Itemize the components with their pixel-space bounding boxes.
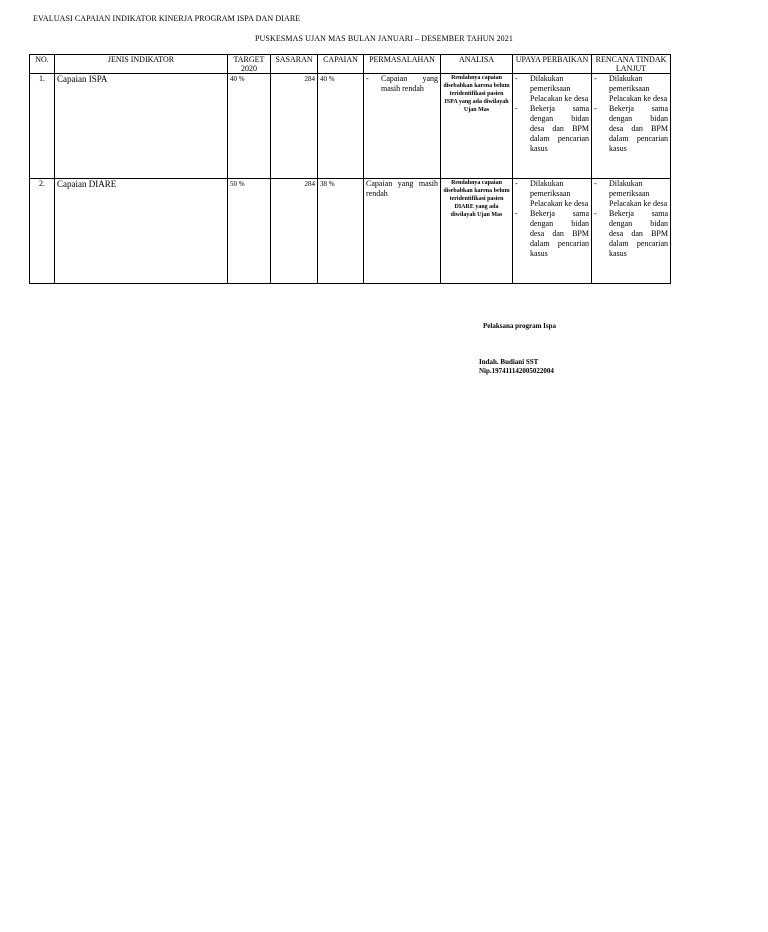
list-item: - Dilakukan pemeriksaan Pelacakan ke desa xyxy=(515,179,589,209)
cell-permasalahan: Capaian yang masih rendah xyxy=(364,179,441,284)
col-header-indikator: JENIS INDIKATOR xyxy=(55,55,228,74)
table-header-row xyxy=(30,55,671,74)
list-item: - Dilakukan pemeriksaan Pelacakan ke desa xyxy=(594,74,668,104)
cell-upaya xyxy=(513,179,592,284)
cell-analisa: Rendahnya capaian disebabkan karena belum teridentifikasi pasien DIARE yang ada diwilayah Ujan Mas xyxy=(441,179,513,284)
col-header-sasaran: SASARAN xyxy=(271,55,318,74)
cell-target: 50 % xyxy=(228,179,271,284)
list-item: - Bekerja sama dengan bidan desa dan BPM dalam pencarian kasus xyxy=(515,209,589,259)
col-header-no: NO. xyxy=(30,55,55,74)
cell-permasalahan xyxy=(364,74,441,179)
document-subtitle: PUSKESMAS UJAN MAS BULAN JANUARI – DESEMBER TAHUN 2021 xyxy=(255,34,513,43)
cell-capaian: 38 % xyxy=(318,179,364,284)
document-title: EVALUASI CAPAIAN INDIKATOR KINERJA PROGRAM ISPA DAN DIARE xyxy=(33,14,301,23)
table-row xyxy=(30,74,671,179)
signature-nip: Nip.197411142005022004 xyxy=(479,367,554,375)
list-item: - Bekerja sama dengan bidan desa dan BPM dalam pencarian kasus xyxy=(515,104,589,154)
col-header-permasalahan: PERMASALAHAN xyxy=(364,55,441,74)
cell-indikator: Capaian DIARE xyxy=(55,179,228,284)
list-item: - Bekerja sama dengan bidan desa dan BPM dalam pencarian kasus xyxy=(594,209,668,259)
evaluation-table xyxy=(29,54,671,284)
cell-no: 2. xyxy=(30,179,55,284)
cell-upaya xyxy=(513,74,592,179)
cell-indikator: Capaian ISPA xyxy=(55,74,228,179)
list-item: - Dilakukan pemeriksaan Pelacakan ke desa xyxy=(594,179,668,209)
cell-rencana xyxy=(592,179,671,284)
signature-role: Pelaksana program Ispa xyxy=(483,322,556,330)
cell-rencana xyxy=(592,74,671,179)
signature-name: Indah. Budiani SST xyxy=(479,358,539,366)
cell-no: 1. xyxy=(30,74,55,179)
list-item: - Dilakukan pemeriksaan Pelacakan ke desa xyxy=(515,74,589,104)
cell-capaian: 40 % xyxy=(318,74,364,179)
col-header-upaya: UPAYA PERBAIKAN xyxy=(513,55,592,74)
list-item: - Capaian yang masih rendah xyxy=(366,74,438,94)
cell-sasaran: 284 xyxy=(271,74,318,179)
col-header-analisa: ANALISA xyxy=(441,55,513,74)
table-row xyxy=(30,179,671,284)
cell-analisa: Rendahnya capaian disebabkan karena belum teridentifikasi pasien ISPA yang ada diwilayah Ujan Mas xyxy=(441,74,513,179)
col-header-capaian: CAPAIAN xyxy=(318,55,364,74)
col-header-target: TARGET 2020 xyxy=(228,55,271,74)
cell-sasaran: 284 xyxy=(271,179,318,284)
list-item: - Bekerja sama dengan bidan desa dan BPM dalam pencarian kasus xyxy=(594,104,668,154)
cell-target: 40 % xyxy=(228,74,271,179)
col-header-rencana: RENCANA TINDAK LANJUT xyxy=(592,55,671,74)
